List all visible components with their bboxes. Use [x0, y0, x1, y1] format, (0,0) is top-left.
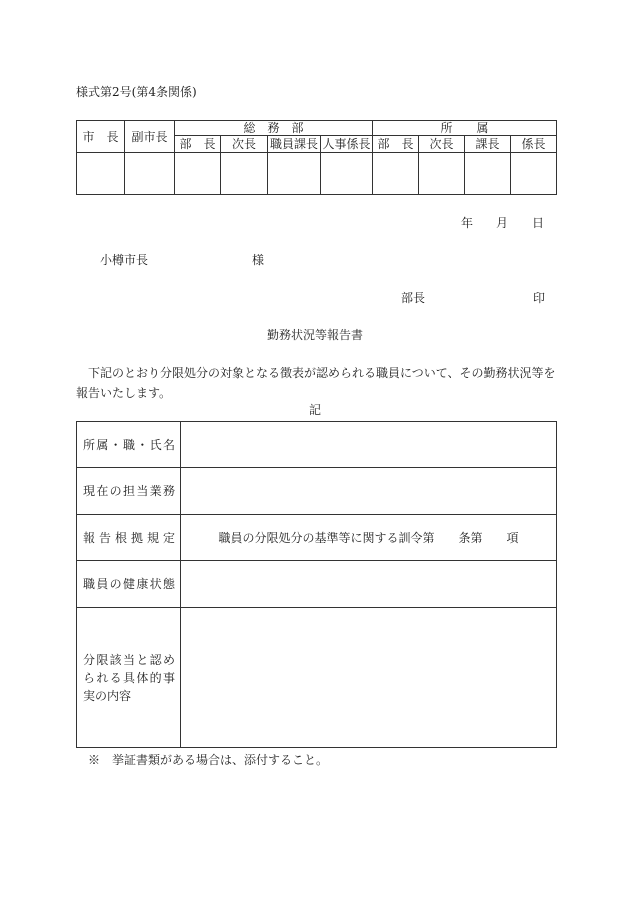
stamp-cell-ga-personnel-section-chief [268, 153, 321, 195]
row-label-legal-basis [77, 515, 181, 561]
addressee-name: 小樽市長 [100, 253, 149, 267]
header-deputy-mayor: 副市長 [125, 121, 175, 153]
header-general-affairs: 総 務 部 [175, 121, 373, 136]
header-ga-hr-unit-chief: 人事係長 [322, 137, 371, 151]
stamp-cell-dept-unit-chief [511, 153, 557, 195]
date-day-label: 日 [532, 216, 545, 230]
row-label-text: られる具体的事 [83, 670, 175, 685]
table-row [77, 468, 557, 515]
row-label-text: 実の内容 [83, 688, 132, 703]
footnote: ※ 挙証書類がある場合は、添付すること。 [88, 753, 329, 767]
row-value-affiliation [181, 422, 557, 468]
approval-stamp-table [76, 120, 557, 195]
header-dept-deputy-director: 次長 [419, 136, 465, 153]
sender-title: 部長 [401, 291, 426, 305]
document-title: 勤務状況等報告書 [266, 328, 363, 342]
header-dept-section-chief: 課長 [465, 136, 511, 153]
body-line-2: 報告いたします。 [76, 386, 172, 400]
row-label-text: 分限該当と認め [83, 652, 175, 667]
table-row [77, 422, 557, 468]
stamp-cell-dept-deputy-director [419, 153, 465, 195]
header-mayor: 市 長 [77, 121, 125, 153]
stamp-cell-ga-director [175, 153, 221, 195]
date-year-label: 年 [461, 216, 474, 230]
header-dept-director: 部 長 [373, 136, 419, 153]
stamp-cell-ga-deputy-director [221, 153, 268, 195]
header-ga-deputy-director: 次長 [221, 136, 268, 153]
header-ga-personnel-section-chief: 職員課長 [268, 136, 321, 153]
stamp-cell-mayor [77, 153, 125, 195]
row-value-current-duties [181, 468, 557, 515]
stamp-cell-dept-director [373, 153, 419, 195]
stamp-cell-ga-hr-unit-chief [321, 153, 373, 195]
header-department: 所 属 [373, 121, 557, 136]
row-label-affiliation [77, 422, 181, 468]
row-label-specific-facts [77, 608, 181, 748]
row-value-specific-facts [181, 608, 557, 748]
header-ga-director: 部 長 [175, 136, 221, 153]
row-label-text: 所属・職・氏名 [83, 437, 175, 452]
row-value-legal-basis: 職員の分限処分の基準等に関する訓令第 条第 項 [181, 515, 557, 561]
report-table [76, 421, 557, 748]
row-label-text: 現在の担当業務 [83, 484, 175, 498]
table-row [77, 608, 557, 748]
row-value-health-status [181, 561, 557, 608]
table-row [77, 515, 557, 561]
stamp-cell-dept-section-chief [465, 153, 511, 195]
seal-mark: 印 [533, 291, 546, 305]
stamp-cell-deputy-mayor [125, 153, 175, 195]
row-label-current-duties [77, 468, 181, 515]
row-label-text: 報告根拠規定 [83, 530, 175, 545]
body-line-1: 下記のとおり分限処分の対象となる徴表が認められる職員について、その勤務状況等を [88, 366, 556, 380]
row-label-text: 職員の健康状態 [83, 577, 175, 591]
date-month-label: 月 [496, 216, 509, 230]
row-label-health-status [77, 561, 181, 608]
addressee-honorific: 様 [252, 253, 265, 267]
header-dept-unit-chief: 係長 [511, 136, 557, 153]
table-row [77, 561, 557, 608]
form-number: 様式第2号(第4条関係) [76, 85, 197, 99]
ki-heading: 記 [308, 403, 321, 417]
